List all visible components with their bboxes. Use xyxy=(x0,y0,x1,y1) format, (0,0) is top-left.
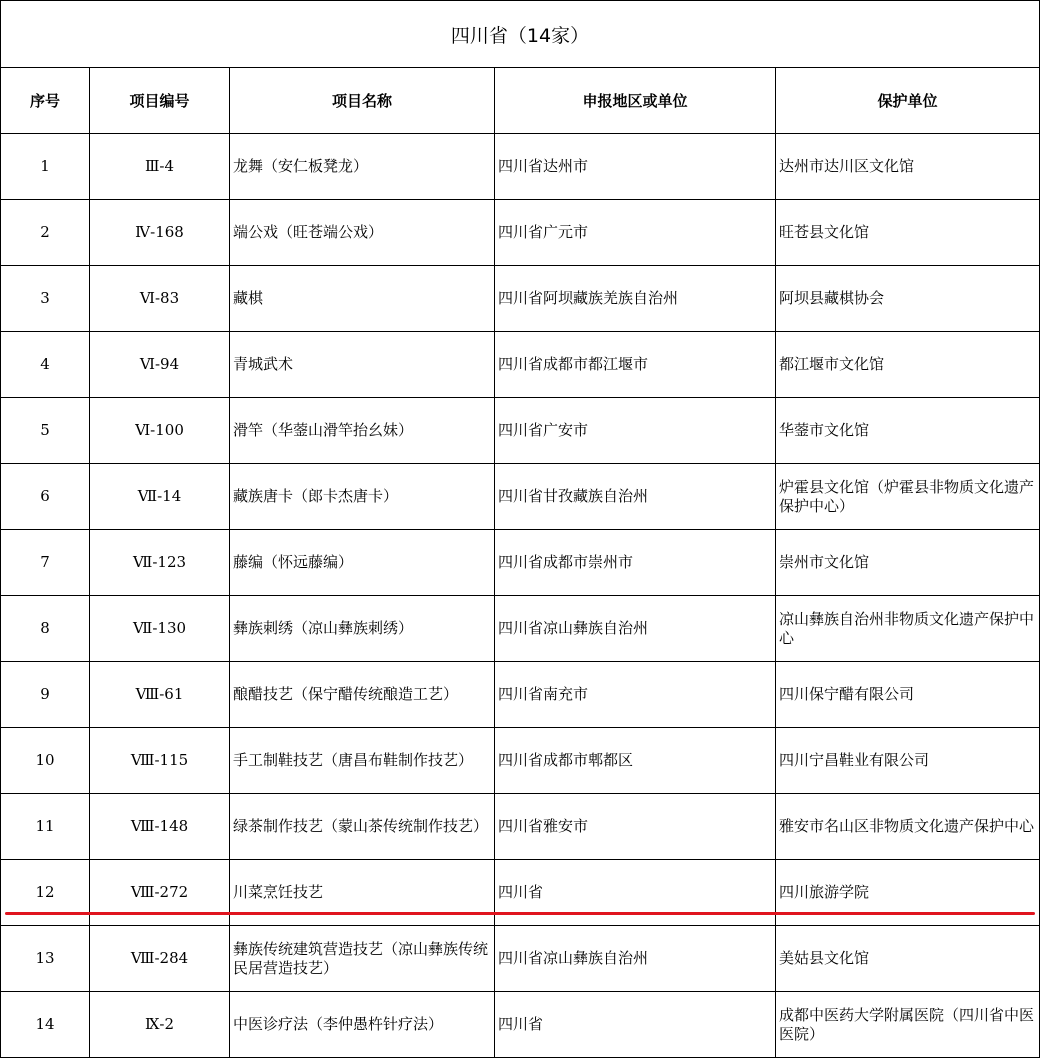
table-row xyxy=(1,662,1040,728)
cell-region: 四川省 xyxy=(495,860,776,926)
table-row xyxy=(1,464,1040,530)
cell-index: 1 xyxy=(1,134,90,200)
table-row xyxy=(1,596,1040,662)
cell-code: Ⅷ-148 xyxy=(90,794,230,860)
cell-code: Ⅵ-94 xyxy=(90,332,230,398)
cell-name: 藏棋 xyxy=(230,266,495,332)
cell-index: 10 xyxy=(1,728,90,794)
cell-code: Ⅷ-115 xyxy=(90,728,230,794)
cell-name: 端公戏（旺苍端公戏） xyxy=(230,200,495,266)
cell-code: Ⅳ-168 xyxy=(90,200,230,266)
cell-index: 5 xyxy=(1,398,90,464)
cell-code: Ⅶ-123 xyxy=(90,530,230,596)
cell-index: 8 xyxy=(1,596,90,662)
table-title: 四川省（14家） xyxy=(1,1,1040,68)
table-row xyxy=(1,992,1040,1058)
cell-unit: 华蓥市文化馆 xyxy=(776,398,1040,464)
cell-code: Ⅵ-100 xyxy=(90,398,230,464)
table-row xyxy=(1,530,1040,596)
cell-name: 彝族传统建筑营造技艺（凉山彝族传统民居营造技艺） xyxy=(230,926,495,992)
header-region: 申报地区或单位 xyxy=(495,68,776,134)
cell-name: 龙舞（安仁板凳龙） xyxy=(230,134,495,200)
cell-index: 12 xyxy=(1,860,90,926)
cell-region: 四川省成都市郫都区 xyxy=(495,728,776,794)
header-name: 项目名称 xyxy=(230,68,495,134)
cell-index: 7 xyxy=(1,530,90,596)
cell-index: 13 xyxy=(1,926,90,992)
cell-region: 四川省雅安市 xyxy=(495,794,776,860)
cell-unit: 美姑县文化馆 xyxy=(776,926,1040,992)
cell-unit: 炉霍县文化馆（炉霍县非物质文化遗产保护中心） xyxy=(776,464,1040,530)
table-row xyxy=(1,134,1040,200)
cell-index: 6 xyxy=(1,464,90,530)
cell-unit: 达州市达川区文化馆 xyxy=(776,134,1040,200)
cell-index: 9 xyxy=(1,662,90,728)
cell-name: 酿醋技艺（保宁醋传统酿造工艺） xyxy=(230,662,495,728)
cell-region: 四川省南充市 xyxy=(495,662,776,728)
table-row xyxy=(1,200,1040,266)
cell-unit: 四川保宁醋有限公司 xyxy=(776,662,1040,728)
cell-region: 四川省 xyxy=(495,992,776,1058)
cell-name: 彝族刺绣（凉山彝族刺绣） xyxy=(230,596,495,662)
cell-index: 11 xyxy=(1,794,90,860)
cell-region: 四川省甘孜藏族自治州 xyxy=(495,464,776,530)
cell-unit: 雅安市名山区非物质文化遗产保护中心 xyxy=(776,794,1040,860)
table-row xyxy=(1,794,1040,860)
table-row xyxy=(1,926,1040,992)
cell-unit: 阿坝县藏棋协会 xyxy=(776,266,1040,332)
table-row xyxy=(1,266,1040,332)
cell-index: 14 xyxy=(1,992,90,1058)
cell-name: 中医诊疗法（李仲愚杵针疗法） xyxy=(230,992,495,1058)
cell-unit: 成都中医药大学附属医院（四川省中医医院） xyxy=(776,992,1040,1058)
header-unit: 保护单位 xyxy=(776,68,1040,134)
table-row xyxy=(1,332,1040,398)
cell-name: 手工制鞋技艺（唐昌布鞋制作技艺） xyxy=(230,728,495,794)
cell-unit: 四川旅游学院 xyxy=(776,860,1040,926)
cell-code: Ⅷ-284 xyxy=(90,926,230,992)
cell-name: 川菜烹饪技艺 xyxy=(230,860,495,926)
cell-region: 四川省凉山彝族自治州 xyxy=(495,926,776,992)
cell-index: 4 xyxy=(1,332,90,398)
table-row xyxy=(1,728,1040,794)
cell-index: 2 xyxy=(1,200,90,266)
cell-region: 四川省凉山彝族自治州 xyxy=(495,596,776,662)
cell-name: 藏族唐卡（郎卡杰唐卡） xyxy=(230,464,495,530)
header-index: 序号 xyxy=(1,68,90,134)
cell-region: 四川省成都市崇州市 xyxy=(495,530,776,596)
cell-name: 青城武术 xyxy=(230,332,495,398)
cell-unit: 凉山彝族自治州非物质文化遗产保护中心 xyxy=(776,596,1040,662)
cell-region: 四川省广安市 xyxy=(495,398,776,464)
table-row xyxy=(1,398,1040,464)
cell-region: 四川省广元市 xyxy=(495,200,776,266)
cell-name: 绿茶制作技艺（蒙山茶传统制作技艺） xyxy=(230,794,495,860)
cell-code: Ⅸ-2 xyxy=(90,992,230,1058)
cell-unit: 都江堰市文化馆 xyxy=(776,332,1040,398)
cell-name: 滑竿（华蓥山滑竿抬幺妹） xyxy=(230,398,495,464)
cell-unit: 四川宁昌鞋业有限公司 xyxy=(776,728,1040,794)
cell-unit: 旺苍县文化馆 xyxy=(776,200,1040,266)
cell-code: Ⅲ-4 xyxy=(90,134,230,200)
cell-code: Ⅷ-61 xyxy=(90,662,230,728)
highlight-underline xyxy=(5,912,1035,915)
cell-region: 四川省达州市 xyxy=(495,134,776,200)
header-code: 项目编号 xyxy=(90,68,230,134)
header-row xyxy=(1,68,1040,134)
cell-name: 藤编（怀远藤编） xyxy=(230,530,495,596)
cell-code: Ⅶ-130 xyxy=(90,596,230,662)
table-row xyxy=(1,860,1040,926)
cell-code: Ⅷ-272 xyxy=(90,860,230,926)
cell-unit: 崇州市文化馆 xyxy=(776,530,1040,596)
cell-code: Ⅶ-14 xyxy=(90,464,230,530)
cell-region: 四川省成都市都江堰市 xyxy=(495,332,776,398)
cell-region: 四川省阿坝藏族羌族自治州 xyxy=(495,266,776,332)
cell-index: 3 xyxy=(1,266,90,332)
cell-code: Ⅵ-83 xyxy=(90,266,230,332)
